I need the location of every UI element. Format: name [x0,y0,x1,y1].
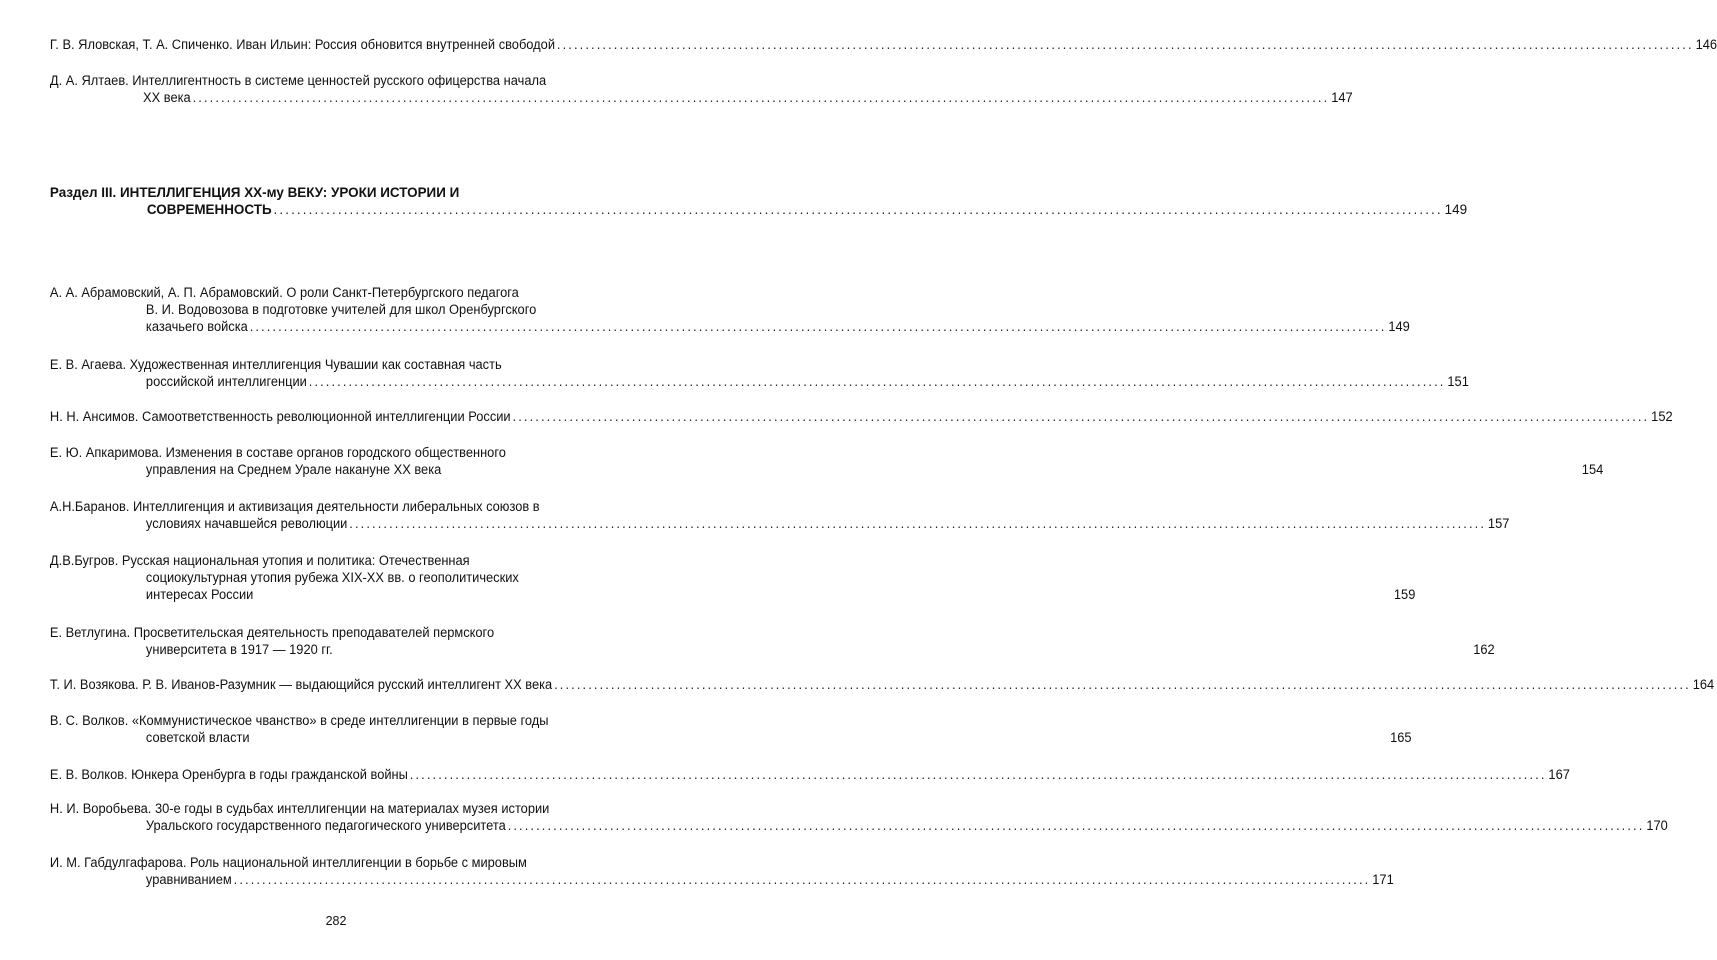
toc-entry [49,854,1394,888]
toc-page-number: 159 [1393,587,1416,602]
toc-entry-title-cont: уравниванием [145,872,232,887]
toc-page-number: 167 [1548,767,1570,782]
toc-entry [49,36,1717,53]
toc-page-number: 165 [1390,730,1412,745]
toc-entry-title: А. А. Абрамовский, А. П. Абрамовский. О роли Санкт-Петербургского педагога [49,285,519,300]
section-title: Раздел III. ИНТЕЛЛИГЕНЦИЯ XX-му ВЕКУ: УРОКИ ИСТОРИИ И [49,184,460,200]
toc-entry-title-cont: условиях начавшейся революции [145,516,348,531]
toc-entry [49,498,1510,532]
toc-entry-title: Е. Ветлугина. Просветительская деятельность преподавателей пермского [49,625,495,640]
toc-entry [49,712,1412,746]
toc-entry-title-cont: казачьего войска [145,319,248,334]
toc-entry-title-cont: социокультурная утопия рубежа XIX-XX вв. о геополитических [145,570,519,585]
toc-page-number: 164 [1692,677,1715,692]
toc-entry-title-cont: интересах России [145,587,254,602]
toc-entry-title: В. С. Волков. «Коммунистическое чванство» в среде интеллигенции в первые годы [49,713,549,728]
dot-leader: ........................................................................................................................................................................................................ [554,677,1691,692]
dot-leader: ........................................................................................................................................................................................................ [556,37,1694,52]
toc-entry-title: Н. И. Воробьева. 30-е годы в судьбах интеллигенции на материалах музея истории [49,801,550,816]
toc-entry-title: Е. Ю. Апкаримова. Изменения в составе органов городского общественного [49,445,506,460]
toc-entry [49,356,1469,390]
toc-page-number: 147 [1331,90,1353,105]
toc-entry-title-cont: Уральского государственного педагогического университета [145,818,506,833]
dot-leader: ........................................................................................................................................................................................................ [233,872,1371,887]
section-title-cont: СОВРЕМЕННОСТЬ [146,201,272,217]
dot-leader: ........................................................................................................................................................................................................ [308,374,1446,389]
dot-leader: ........................................................................................................................................................................................................ [273,201,1443,217]
toc-page-number: 149 [1388,319,1410,334]
toc-entry-title-cont: российской интеллигенции [145,374,307,389]
dot-leader: ........................................................................................................................................................................................................ [409,767,1547,782]
toc-page-number: 171 [1372,872,1394,887]
toc-page-number: 162 [1473,642,1495,657]
toc-entry [49,800,1668,834]
toc-entry-title: Т. И. Возякова. Р. В. Иванов-Разумник — выдающийся русский интеллигент XX века [49,677,553,692]
dot-leader: ........................................................................................................................................................................................................ [507,818,1645,833]
toc-entry-title: Е. В. Агаева. Художественная интеллигенция Чувашии как составная часть [49,357,502,372]
toc-entry-title: Д.В.Бугров. Русская национальная утопия и политика: Отечественная [49,553,470,568]
toc-page-number: 157 [1487,516,1510,531]
toc-entry [49,284,1410,335]
toc-entry [49,552,1416,603]
toc-entry-title: Е. В. Волков. Юнкера Оренбурга в годы гражданской войны [49,767,408,782]
section-heading [49,184,1468,218]
page-footer-number: 282 [325,913,347,928]
toc-entry-title: Г. В. Яловская, Т. А. Спиченко. Иван Ильин: Россия обновится внутренней свободой [49,37,556,52]
toc-entry [49,624,1495,658]
dot-leader: ........................................................................................................................................................................................................ [249,319,1387,334]
toc-entry [49,766,1570,783]
toc-entry-title-cont: управления на Среднем Урале накануне XX века [145,462,442,477]
toc-entry-title: И. М. Габдулгафарова. Роль национальной интеллигенции в борьбе с мировым [49,855,527,870]
toc-entry-title: Д. А. Ялтаев. Интеллигентность в системе ценностей русского офицерства начала [49,73,547,88]
dot-leader: ........................................................................................................................................................................................................ [349,516,1487,531]
toc-page-number: 146 [1695,37,1717,52]
toc-page-number: 154 [1581,462,1604,477]
toc-entry-title-cont: В. И. Водовозова в подготовке учителей для школ Оренбургского [145,302,537,317]
toc-entry [49,444,1604,478]
toc-page-number: 170 [1646,818,1668,833]
toc-entry [49,676,1715,693]
toc-entry-title-cont: советской власти [145,730,250,745]
dot-leader: ........................................................................................................................................................................................................ [512,409,1650,424]
toc-entry-title: Н. Н. Ансимов. Самоответственность революционной интеллигенции России [49,409,511,424]
toc-entry-title: А.Н.Баранов. Интеллигенция и активизация деятельности либеральных союзов в [49,499,540,514]
toc-entry [49,408,1673,425]
toc-entry [49,72,1353,106]
toc-entry-title-cont: университета в 1917 — 1920 гг. [145,642,333,657]
toc-page-number: 151 [1447,374,1469,389]
toc-page-number: 149 [1444,201,1468,217]
dot-leader: ........................................................................................................................................................................................................ [192,90,1330,105]
toc-entry-title-cont: XX века [143,90,191,105]
toc-page-number: 152 [1651,409,1673,424]
